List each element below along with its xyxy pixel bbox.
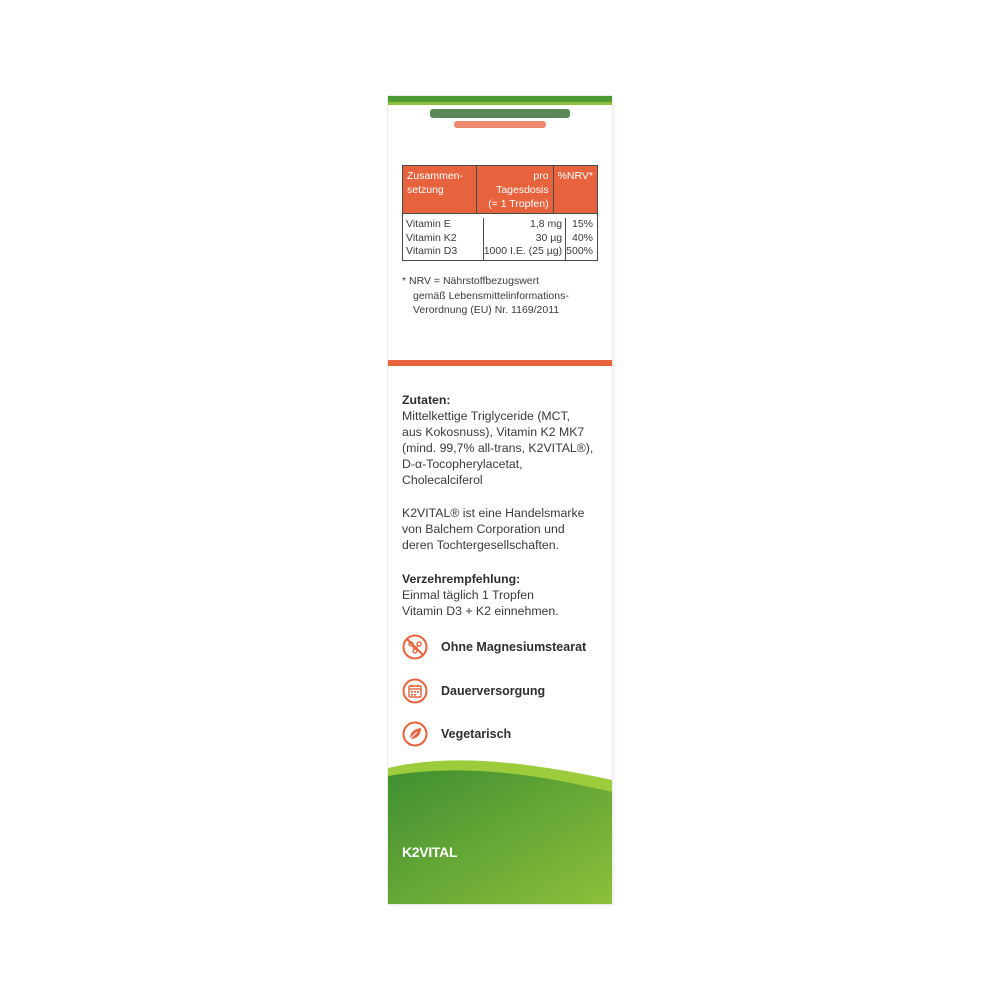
ingredients-heading: Zutaten:	[402, 393, 451, 407]
feature-label: Dauerversorgung	[441, 684, 546, 698]
nrv-footnote: * NRV = Nährstoffbezugswert gemäß Lebensmittelinformations- Verordnung (EU) Nr. 1169/2011	[402, 275, 569, 316]
nutrient-names	[403, 218, 484, 260]
header-composition: Zusammen- setzung	[403, 166, 477, 213]
calendar-icon	[402, 678, 428, 704]
feature-long-term-supply	[402, 678, 545, 704]
orange-divider	[388, 360, 612, 366]
leaf-icon	[402, 721, 428, 747]
green-wave-footer	[388, 758, 612, 904]
nutrition-table	[402, 165, 598, 261]
trademark-notice: K2VITAL® ist eine Handelsmarke von Balchem Corporation und deren Tochtergesellschaften.	[402, 506, 585, 552]
no-magnesium-stearate-icon	[402, 634, 428, 660]
nutrient-nrv: 15%	[571, 218, 593, 230]
feature-label: Ohne Magnesiumstearat	[441, 640, 587, 654]
feature-no-magnesium-stearate	[402, 634, 586, 660]
nutrient-amount: 30 µg	[535, 231, 563, 244]
nutrient-name: Vitamin E	[406, 218, 451, 230]
k2vital-logo: K2VITAL	[402, 844, 458, 860]
header-nrv: %NRV*	[557, 170, 593, 182]
top-flap-mirrored-label	[388, 96, 612, 136]
nutrition-table-body	[403, 214, 597, 260]
feature-vegetarian	[402, 721, 511, 747]
nutrition-table-header	[403, 166, 597, 214]
nutrient-nrv: 40%	[571, 231, 593, 244]
nutrient-amounts	[484, 218, 567, 260]
nutrient-nrv-values	[566, 218, 597, 260]
nutrient-name: Vitamin D3	[406, 245, 458, 257]
nutrient-amount: 1,8 mg	[530, 218, 563, 230]
nutrient-amount: 1000 I.E. (25 µg)	[483, 245, 563, 257]
recommendation-heading: Verzehrempfehlung:	[402, 572, 521, 586]
recommendation-section: Verzehrempfehlung: Einmal täglich 1 Tropfen Vitamin D3 + K2 einnehmen.	[402, 571, 608, 619]
header-per-daily-dose: pro Tagesdosis (= 1 Tropfen)	[477, 166, 553, 213]
nutrient-name: Vitamin K2	[406, 231, 457, 244]
nutrient-nrv: 500%	[566, 245, 593, 257]
product-box-side-panel	[388, 96, 612, 904]
feature-label: Vegetarisch	[441, 727, 512, 741]
ingredients-section: Zutaten: Mittelkettige Triglyceride (MCT, aus Kokosnuss), Vitamin K2 MK7 (mind. 99,7% all-trans, K2VITAL®), D-α-Tocopherylacetat, Cholecalciferol	[402, 392, 608, 488]
